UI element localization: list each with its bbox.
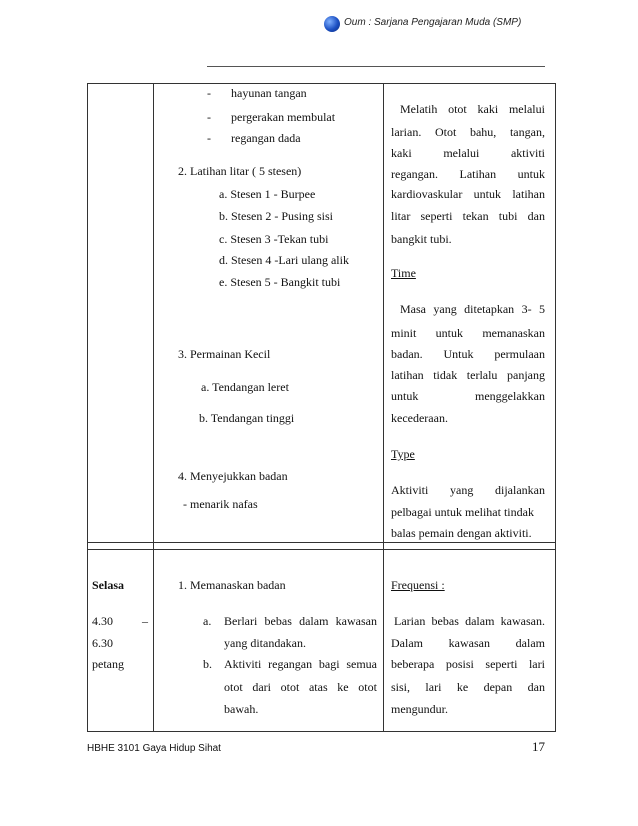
text-line: kaki melalui aktiviti: [391, 146, 545, 160]
type-label: Type: [391, 447, 415, 461]
list-item: a. Tendangan leret: [201, 380, 289, 394]
list-marker: b.: [203, 657, 212, 671]
text-line: Aktiviti yang dijalankan: [391, 483, 545, 497]
list-marker: a.: [203, 614, 212, 628]
list-item: c. Stesen 3 -Tekan tubi: [219, 232, 329, 246]
text-line: sisi, lari ke depan dan: [391, 680, 545, 694]
text-line: Masa yang ditetapkan 3- 5: [400, 302, 545, 316]
activity-heading: 2. Latihan litar ( 5 stesen): [178, 164, 302, 178]
dash: -: [207, 110, 211, 124]
list-item: - menarik nafas: [183, 497, 258, 511]
list-item: pergerakan membulat: [231, 110, 336, 124]
text-line: minit untuk memanaskan: [391, 326, 545, 340]
text-line: pelbagai untuk melihat tindak: [391, 505, 534, 519]
text-line: otot dari otot atas ke otot: [224, 680, 377, 694]
text-line: Melatih otot kaki melalui: [400, 102, 545, 116]
dash: -: [207, 131, 211, 145]
text-line: latihan tidak terlalu panjang: [391, 368, 545, 382]
text-line: badan. Untuk permulaan: [391, 347, 545, 361]
time-line: 4.30 –: [92, 614, 148, 628]
time-line: petang: [92, 657, 124, 671]
text-line: Berlari bebas dalam kawasan: [224, 614, 377, 628]
text-line: regangan. Latihan untuk: [391, 167, 545, 181]
list-item: b. Tendangan tinggi: [199, 411, 295, 425]
footer-course: HBHE 3101 Gaya Hidup Sihat: [87, 743, 221, 754]
list-item: a. Stesen 1 - Burpee: [219, 187, 316, 201]
dash: -: [207, 86, 211, 100]
list-item: hayunan tangan: [231, 86, 307, 100]
page-number: 17: [532, 739, 545, 754]
text-line: Dalam kawasan dalam: [391, 636, 545, 650]
header-rule: [207, 66, 545, 67]
time-line: 6.30: [92, 636, 113, 650]
text-line: Larian bebas dalam kawasan.: [394, 614, 545, 628]
list-item: b. Stesen 2 - Pusing sisi: [219, 209, 334, 223]
header-title: Oum : Sarjana Pengajaran Muda (SMP): [344, 17, 522, 28]
text-line: mengundur.: [391, 702, 448, 716]
frequency-label: Frequensi :: [391, 578, 445, 592]
text-line: litar seperti tekan tubi dan: [391, 209, 545, 223]
text-line: kardiovaskular untuk latihan: [391, 187, 545, 201]
activity-heading: 3. Permainan Kecil: [178, 347, 271, 361]
text-line: yang ditandakan.: [224, 636, 306, 650]
text-line: beberapa posisi seperti lari: [391, 657, 545, 671]
activity-heading: 4. Menyejukkan badan: [178, 469, 288, 483]
text-line: bawah.: [224, 702, 259, 716]
text-line: bangkit tubi.: [391, 232, 452, 246]
oum-logo-icon: [324, 16, 340, 32]
text-line: balas pemain dengan aktiviti.: [391, 526, 532, 540]
text-line: larian. Otot bahu, tangan,: [391, 125, 545, 139]
list-item: e. Stesen 5 - Bangkit tubi: [219, 275, 341, 289]
text-line: Aktiviti regangan bagi semua: [224, 657, 377, 671]
list-item: d. Stesen 4 -Lari ulang alik: [219, 253, 349, 267]
list-item: regangan dada: [231, 131, 301, 145]
time-label: Time: [391, 266, 416, 280]
activity-heading: 1. Memanaskan badan: [178, 578, 286, 592]
day-label: Selasa: [92, 578, 125, 592]
text-line: untuk menggelakkan: [391, 389, 545, 403]
text-line: kecederaan.: [391, 411, 448, 425]
